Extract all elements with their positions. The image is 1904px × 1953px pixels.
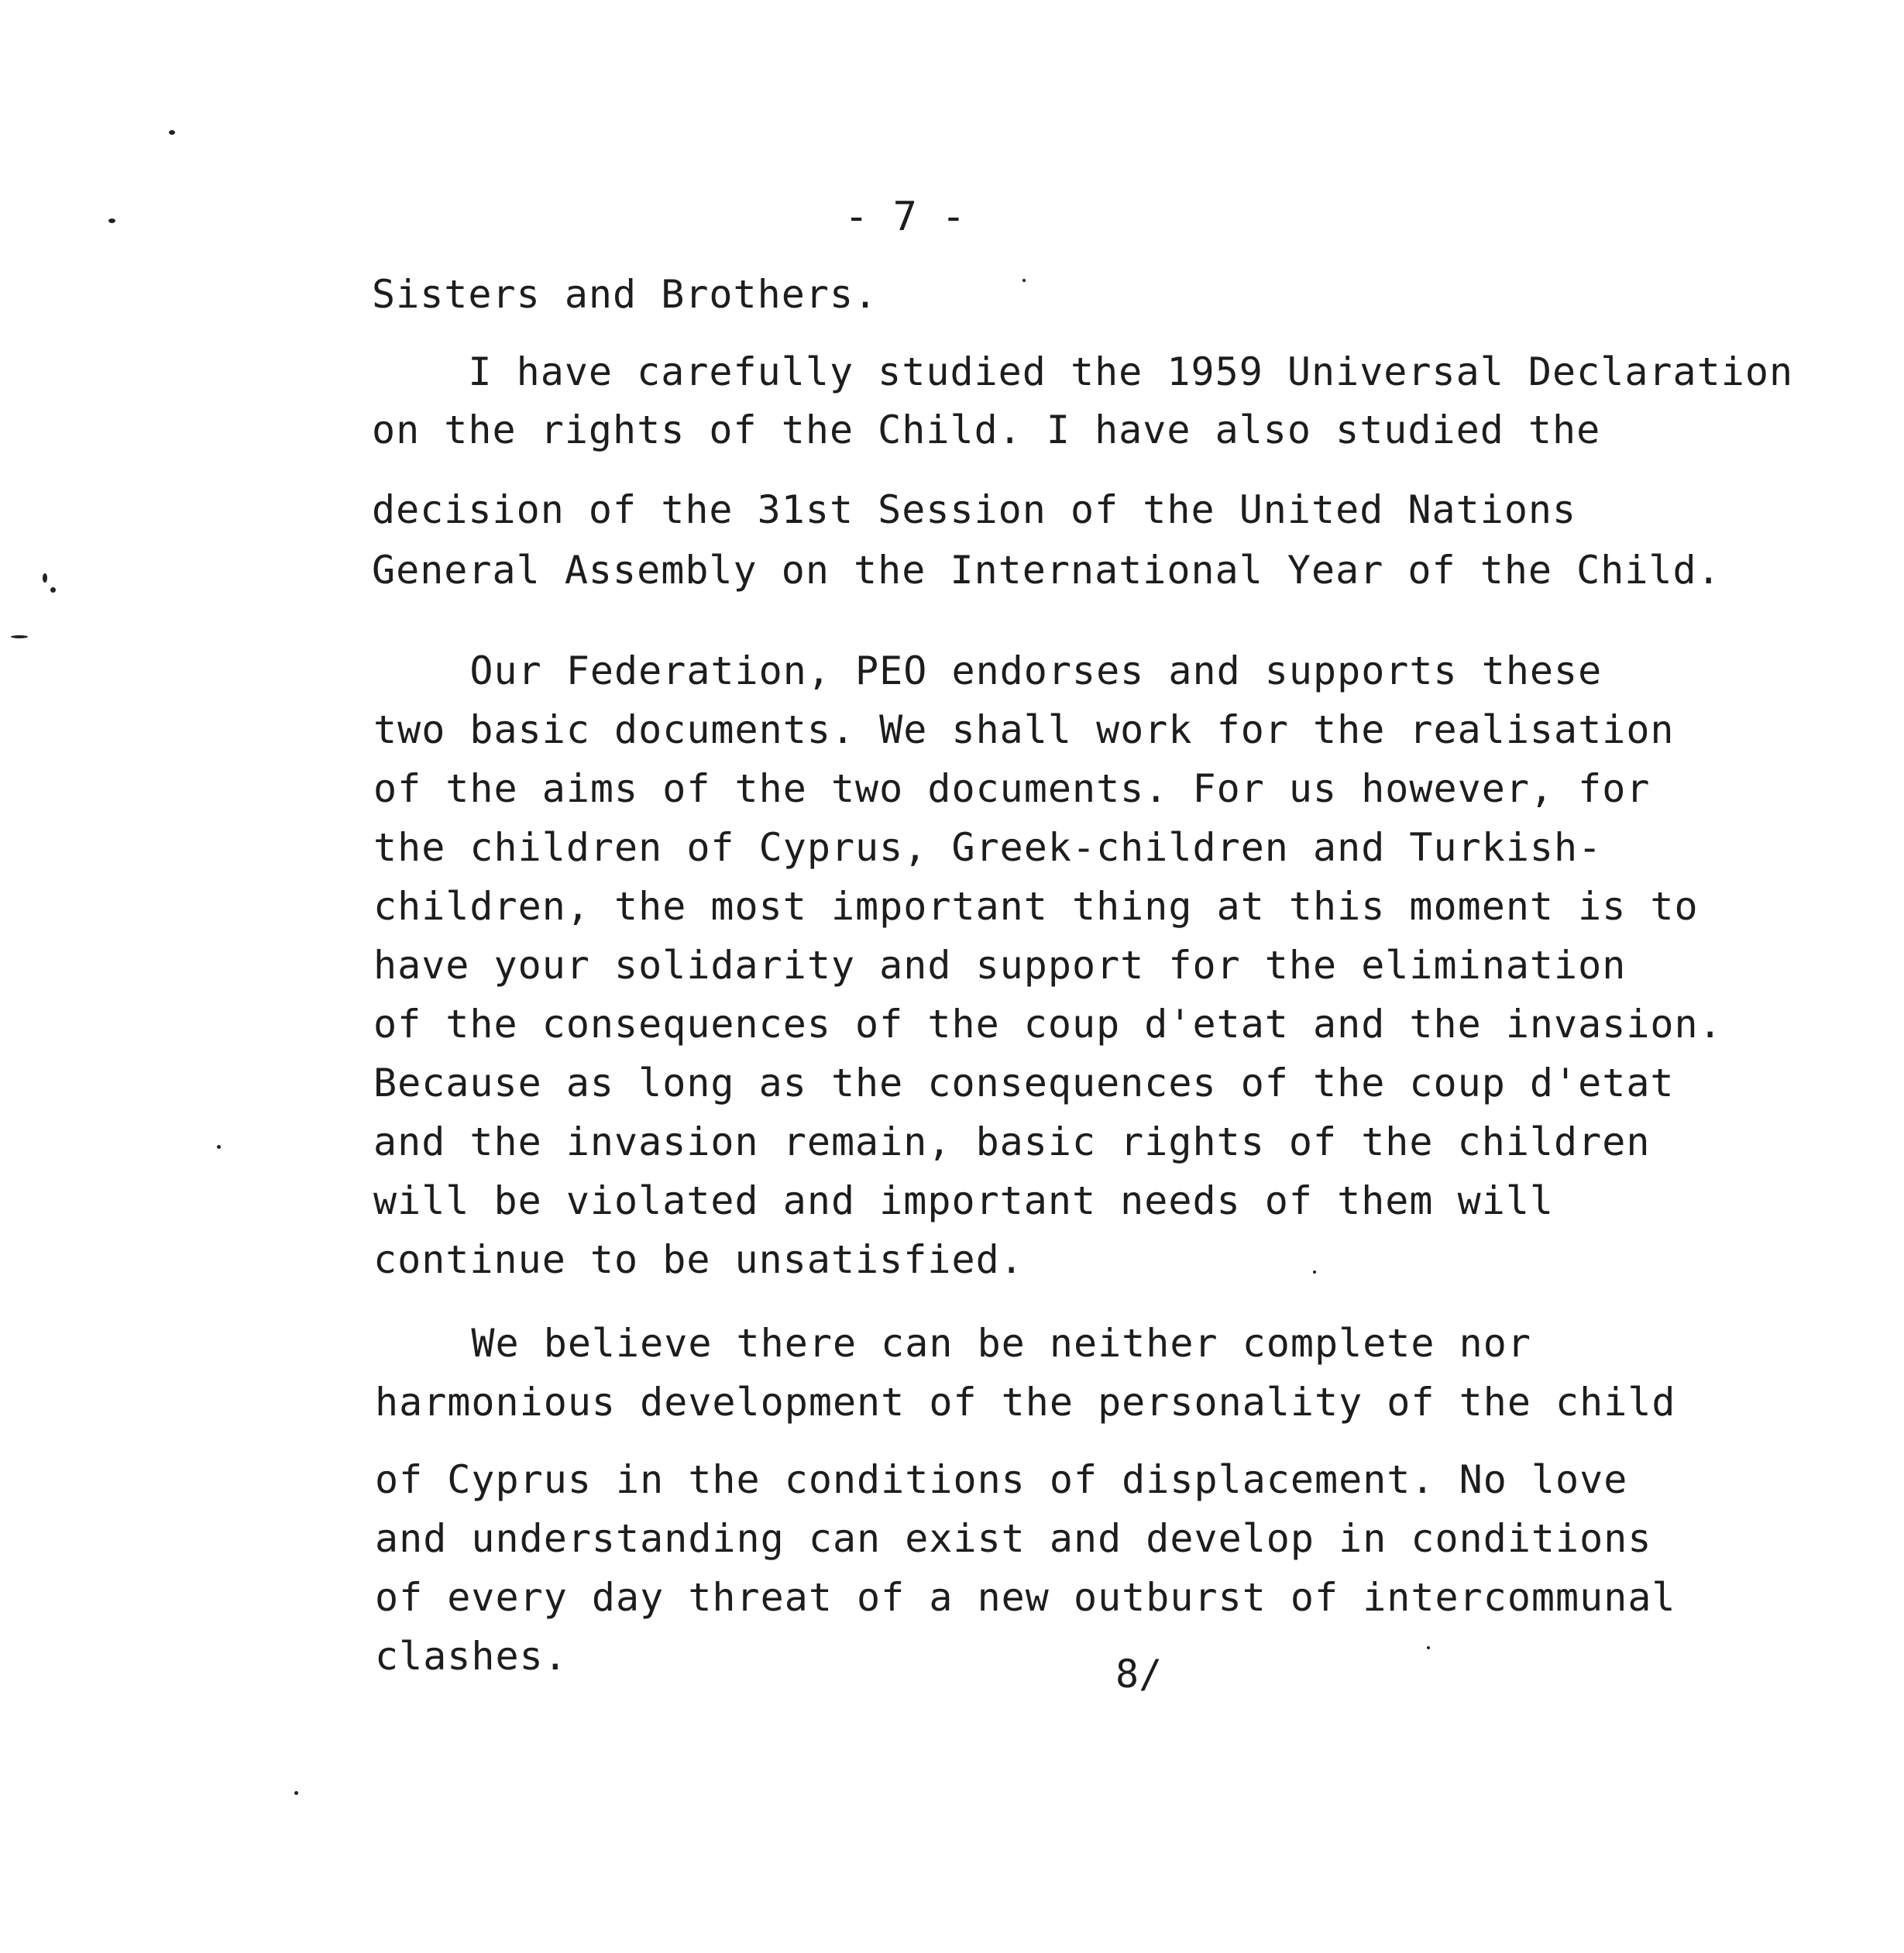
text-line: harmonious development of the personality of the child	[375, 1380, 1676, 1425]
text-line: clashes.	[375, 1634, 568, 1679]
scan-speck	[50, 587, 56, 593]
text-line: Our Federation, PEO endorses and supports these	[373, 648, 1603, 693]
scan-speck	[169, 130, 175, 135]
text-line: of the aims of the two documents. For us however, for	[373, 766, 1651, 811]
scan-speck	[294, 1791, 298, 1795]
scan-speck	[11, 635, 28, 638]
text-line: the children of Cyprus, Greek-children and Turkish-	[373, 825, 1603, 870]
scan-speck	[1313, 1270, 1316, 1274]
scan-speck	[43, 573, 47, 583]
text-line: Because as long as the consequences of the coup d'etat	[373, 1061, 1675, 1105]
scan-speck	[1427, 1646, 1430, 1649]
scan-speck	[108, 218, 115, 223]
text-line: General Assembly on the International Year of the Child.	[372, 548, 1721, 593]
continuation-marker: 8/	[1115, 1652, 1163, 1697]
text-line: and the invasion remain, basic rights of the children	[373, 1119, 1651, 1164]
text-line: of the consequences of the coup d'etat and the invasion.	[373, 1002, 1723, 1047]
text-line: two basic documents. We shall work for the realisation	[373, 707, 1675, 752]
text-line: of every day threat of a new outburst of intercommunal	[375, 1575, 1676, 1620]
text-line: children, the most important thing at this moment is to	[373, 884, 1699, 929]
text-line: We believe there can be neither complete nor	[375, 1321, 1531, 1366]
text-line: Sisters and Brothers.	[372, 272, 878, 317]
scan-speck	[217, 1145, 221, 1149]
text-line: of Cyprus in the conditions of displacement. No love	[375, 1457, 1628, 1502]
text-line: I have carefully studied the 1959 Universal Declaration	[372, 349, 1794, 394]
text-line: continue to be unsatisfied.	[373, 1237, 1024, 1282]
scan-speck	[1022, 279, 1026, 282]
text-line: decision of the 31st Session of the United Nations	[372, 487, 1577, 532]
text-line: will be violated and important needs of them will	[373, 1178, 1555, 1223]
page-number: - 7 -	[844, 194, 966, 240]
text-line: on the rights of the Child. I have also studied the	[372, 407, 1601, 452]
text-line: have your solidarity and support for the elimination	[373, 943, 1627, 988]
text-line: and understanding can exist and develop in conditions	[375, 1516, 1652, 1561]
